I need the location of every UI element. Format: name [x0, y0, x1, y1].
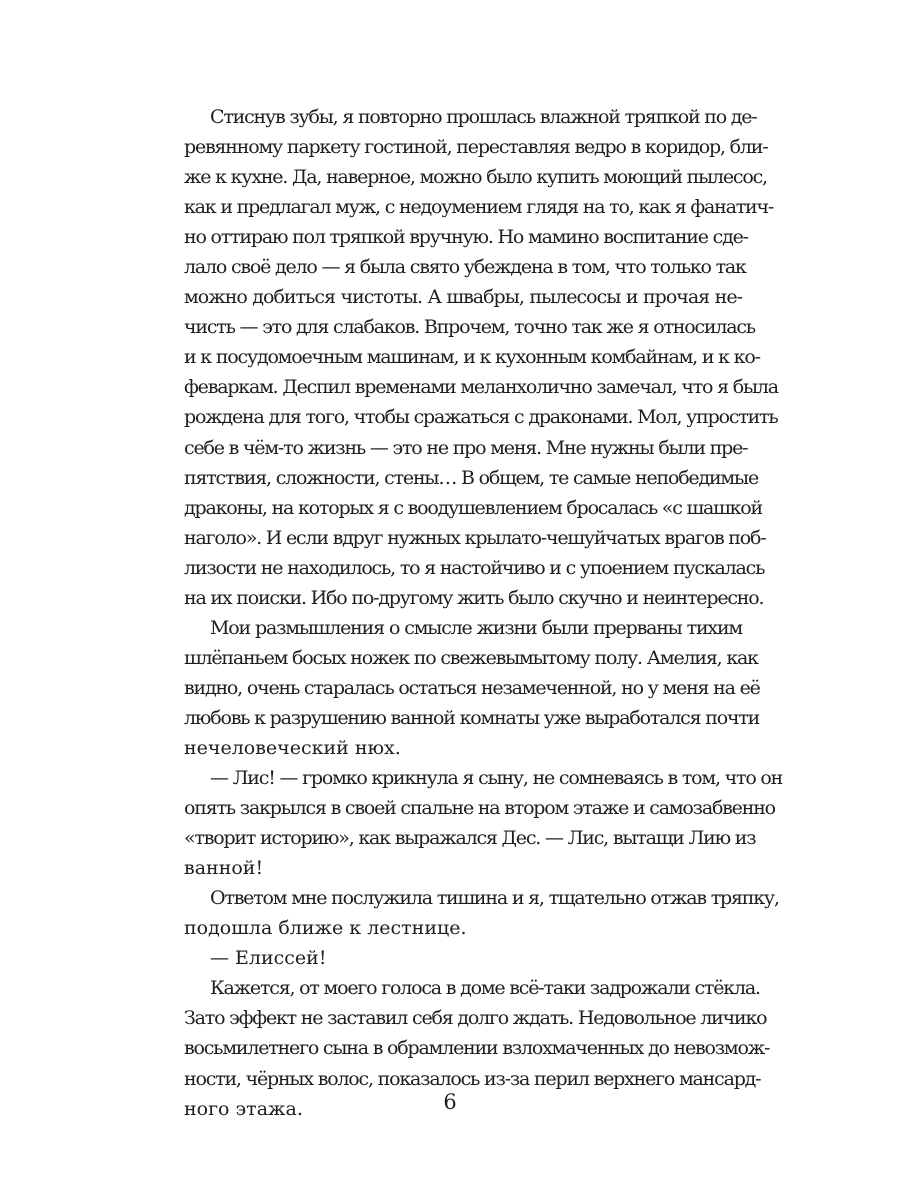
- text-line: драконы, на которых я с воодушевлением бросалась «с шашкой: [184, 496, 762, 519]
- text-line: ности, чёрных волос, показалось из-за перил верхнего мансард-: [184, 1067, 761, 1090]
- text-line: ванной!: [184, 857, 264, 880]
- text-line: видно, очень старалась остаться незамеченной, но у меня на её: [184, 676, 760, 699]
- text-line: как и предлагал муж, с недоумением глядя на то, как я фанатич-: [184, 196, 774, 219]
- page-number: 6: [443, 1090, 457, 1114]
- text-line: себе в чём-то жизнь — это не про меня. Мне нужны были пре-: [184, 436, 748, 459]
- text-line: ного этажа.: [184, 1097, 303, 1120]
- text-line: Мои размышления о смысле жизни были прерваны тихим: [210, 616, 742, 639]
- text-line: Зато эффект не заставил себя долго ждать. Недовольное личико: [184, 1007, 767, 1030]
- text-line: наголо». И если вдруг нужных крылато-чешуйчатых врагов поб-: [184, 526, 766, 549]
- paragraph-1: [158, 102, 778, 613]
- text-line: но оттираю пол тряпкой вручную. Но мамино воспитание сде-: [184, 226, 748, 249]
- text-line: пятствия, сложности, стены… В общем, те самые непобедимые: [184, 466, 758, 489]
- text-line: на их поиски. Ибо по-другому жить было скучно и неинтересно.: [184, 586, 764, 609]
- paragraph-2: [158, 613, 760, 763]
- paragraph-4: [158, 883, 779, 943]
- text-line: — Лис! — громко крикнула я сыну, не сомневаясь в том, что он: [210, 767, 783, 790]
- text-line: лало своё дело — я была свято убеждена в том, что только так: [184, 256, 746, 279]
- body-text: [158, 102, 783, 1124]
- text-line: любовь к разрушению ванной комнаты уже выработался почти: [184, 706, 760, 729]
- text-line: Стиснув зубы, я повторно прошлась влажной тряпкой по де-: [210, 106, 757, 128]
- text-line: ревянному паркету гостиной, переставляя ведро в коридор, бли-: [184, 136, 768, 159]
- text-line: шлёпаньем босых ножек по свежевымытому полу. Амелия, как: [184, 646, 758, 669]
- text-line: подошла ближе к лестнице.: [184, 917, 467, 940]
- text-line: и к посудомоечным машинам, и к кухонным комбайнам, и к ко-: [184, 346, 760, 369]
- text-line: рождена для того, чтобы сражаться с драконами. Мол, упростить: [184, 406, 778, 429]
- text-line: Ответом мне послужила тишина и я, тщательно отжав тряпку,: [210, 887, 779, 910]
- text-line: можно добиться чистоты. А швабры, пылесосы и прочая не-: [184, 286, 742, 309]
- paragraph-5: [158, 943, 742, 973]
- text-line: нечеловеческий нюх.: [184, 736, 401, 759]
- text-line: феваркам. Деспил временами меланхолично замечал, что я была: [184, 376, 778, 399]
- paragraph-3: [158, 763, 783, 883]
- text-line: чисть — это для слабаков. Впрочем, точно так же я относилась: [184, 316, 755, 339]
- text-line: Кажется, от моего голоса в доме всё-таки задрожали стёкла.: [210, 977, 760, 1000]
- text-line: лизости не находилось, то я настойчиво и с упоением пускалась: [184, 556, 765, 579]
- text-line: восьмилетнего сына в обрамлении взлохмаченных до невозмож-: [184, 1037, 770, 1060]
- text-line: опять закрылся в своей спальне на втором этаже и самозабвенно: [184, 797, 775, 820]
- text-line: «творит историю», как выражался Дес. — Лис, вытащи Лию из: [184, 827, 756, 850]
- text-line: же к кухне. Да, наверное, можно было купить моющий пылесос,: [184, 166, 767, 189]
- text-line: — Елиссей!: [210, 947, 327, 970]
